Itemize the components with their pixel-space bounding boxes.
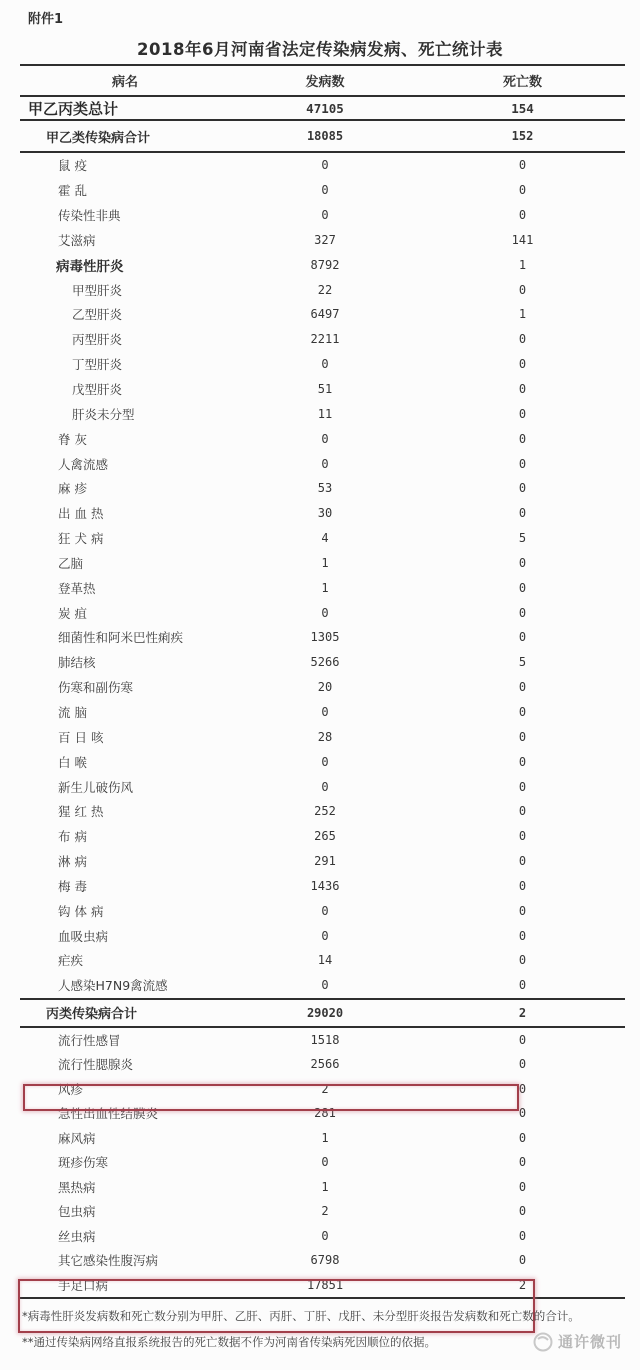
cases-count-cell: 0 bbox=[321, 779, 329, 794]
deaths-count-cell: 0 bbox=[518, 357, 527, 372]
deaths-count-cell: 0 bbox=[518, 1057, 527, 1072]
disease-name-cell: 急性出血性结膜炎 bbox=[58, 1106, 159, 1122]
disease-name-cell: 斑疹伤寒 bbox=[58, 1155, 109, 1171]
cases-count-cell: 2 bbox=[321, 1081, 329, 1096]
table-row bbox=[20, 302, 625, 327]
disease-name-cell: 戊型肝炎 bbox=[72, 382, 123, 398]
deaths-count-cell: 5 bbox=[518, 655, 527, 670]
cases-count-cell: 20 bbox=[317, 680, 333, 695]
disease-name-cell: 甲型肝炎 bbox=[72, 282, 123, 298]
deaths-count-cell: 0 bbox=[518, 1106, 527, 1121]
table-row bbox=[20, 327, 625, 352]
table-body bbox=[20, 97, 625, 1297]
cases-count-cell: 8792 bbox=[310, 257, 340, 272]
table-row bbox=[20, 228, 625, 253]
disease-name-cell: 淋 病 bbox=[58, 854, 87, 870]
deaths-count-cell: 2 bbox=[518, 1005, 527, 1020]
deaths-count-cell: 0 bbox=[518, 555, 527, 570]
deaths-count-cell: 1 bbox=[518, 257, 527, 272]
cases-count-cell: 11 bbox=[317, 406, 333, 421]
cases-count-cell: 51 bbox=[317, 382, 333, 397]
deaths-count-cell: 0 bbox=[518, 854, 527, 869]
table-row bbox=[20, 352, 625, 377]
table-row bbox=[20, 121, 625, 153]
cases-count-cell: 2566 bbox=[310, 1057, 340, 1072]
disease-name-cell: 细菌性和阿米巴性痢疾 bbox=[58, 630, 184, 646]
table-row bbox=[20, 277, 625, 302]
deaths-count-cell: 0 bbox=[518, 779, 527, 794]
header-deaths-count: 死亡数 bbox=[502, 75, 542, 90]
table-row bbox=[20, 252, 625, 277]
disease-name-cell: 甲乙丙类总计 bbox=[28, 99, 119, 118]
deaths-count-cell: 0 bbox=[518, 382, 527, 397]
cases-count-cell: 0 bbox=[321, 208, 329, 223]
cases-count-cell: 0 bbox=[321, 978, 329, 993]
cases-count-cell: 0 bbox=[321, 754, 329, 769]
cases-count-cell: 1436 bbox=[310, 878, 340, 893]
deaths-count-cell: 0 bbox=[518, 704, 527, 719]
cases-count-cell: 47105 bbox=[306, 100, 344, 116]
deaths-count-cell: 0 bbox=[518, 506, 527, 521]
cases-count-cell: 1518 bbox=[310, 1032, 340, 1047]
cases-count-cell: 22 bbox=[317, 282, 333, 297]
cases-count-cell: 0 bbox=[321, 903, 329, 918]
deaths-count-cell: 0 bbox=[518, 580, 527, 595]
disease-name-cell: 流行性腮腺炎 bbox=[58, 1057, 134, 1073]
disease-name-cell: 狂 犬 病 bbox=[58, 531, 104, 547]
disease-name-cell: 霍 乱 bbox=[58, 183, 87, 199]
table-row bbox=[20, 426, 625, 451]
disease-name-cell: 钩 体 病 bbox=[58, 903, 104, 919]
deaths-count-cell: 0 bbox=[518, 431, 527, 446]
deaths-count-cell: 0 bbox=[518, 729, 527, 744]
disease-name-cell: 布 病 bbox=[58, 829, 87, 845]
cases-count-cell: 5266 bbox=[310, 655, 340, 670]
table-row bbox=[20, 1028, 625, 1053]
table-row bbox=[20, 1175, 625, 1200]
cases-count-cell: 1 bbox=[321, 1130, 329, 1145]
table-row bbox=[20, 377, 625, 402]
deaths-count-cell: 152 bbox=[511, 129, 534, 143]
disease-name-cell: 白 喉 bbox=[58, 754, 87, 770]
footnotes bbox=[22, 1303, 622, 1355]
cases-count-cell: 291 bbox=[314, 854, 336, 869]
disease-name-cell: 其它感染性腹泻病 bbox=[58, 1253, 159, 1269]
table-row bbox=[20, 923, 625, 948]
table-row bbox=[20, 476, 625, 501]
disease-name-cell: 新生儿破伤风 bbox=[58, 779, 134, 795]
deaths-count-cell: 0 bbox=[518, 1081, 527, 1096]
deaths-count-cell: 0 bbox=[518, 282, 527, 297]
disease-name-cell: 伤寒和副伤寒 bbox=[58, 680, 134, 696]
watermark-label: 通许微刊 bbox=[557, 1333, 622, 1351]
disease-name-cell: 脊 灰 bbox=[58, 431, 87, 447]
disease-name-cell: 丙型肝炎 bbox=[72, 332, 123, 348]
deaths-count-cell: 0 bbox=[518, 183, 527, 198]
disease-name-cell: 梅 毒 bbox=[58, 878, 87, 894]
cases-count-cell: 0 bbox=[321, 357, 329, 372]
cases-count-cell: 2 bbox=[321, 1204, 329, 1219]
disease-name-cell: 鼠 疫 bbox=[58, 158, 87, 174]
deaths-count-cell: 0 bbox=[518, 630, 527, 645]
table-row bbox=[20, 1150, 625, 1175]
table-row bbox=[20, 898, 625, 923]
deaths-count-cell: 0 bbox=[518, 456, 527, 471]
watermark-logo-icon bbox=[532, 1331, 554, 1353]
table-row bbox=[20, 97, 625, 121]
deaths-count-cell: 141 bbox=[511, 232, 534, 247]
table-row bbox=[20, 1199, 625, 1224]
disease-name-cell: 疟疾 bbox=[58, 953, 84, 969]
disease-name-cell: 登革热 bbox=[58, 580, 96, 596]
cases-count-cell: 53 bbox=[317, 481, 333, 496]
table-row bbox=[20, 526, 625, 551]
cases-count-cell: 0 bbox=[321, 456, 329, 471]
disease-name-cell: 丝虫病 bbox=[58, 1228, 96, 1244]
cases-count-cell: 0 bbox=[321, 431, 329, 446]
cases-count-cell: 0 bbox=[321, 704, 329, 719]
table-row bbox=[20, 1248, 625, 1273]
disease-name-cell: 传染性非典 bbox=[58, 208, 121, 224]
deaths-count-cell: 0 bbox=[518, 1204, 527, 1219]
header-disease-name: 病名 bbox=[111, 75, 138, 90]
table-row bbox=[20, 1126, 625, 1151]
cases-count-cell: 2211 bbox=[310, 332, 340, 347]
attachment-label: 附件1 bbox=[28, 12, 64, 27]
footnote-death-data: **通过传染病网络直报系统报告的死亡数据不作为河南省传染病死因顺位的依据。 bbox=[22, 1335, 436, 1349]
cases-count-cell: 17851 bbox=[306, 1277, 344, 1292]
deaths-count-cell: 154 bbox=[511, 100, 534, 116]
deaths-count-cell: 0 bbox=[518, 208, 527, 223]
table-row bbox=[20, 650, 625, 675]
footnote-hepatitis: *病毒性肝炎发病数和死亡数分别为甲肝、乙肝、丙肝、丁肝、戊肝、未分型肝炎报告发病数和死亡数的合计。 bbox=[22, 1309, 580, 1323]
deaths-count-cell: 0 bbox=[518, 605, 527, 620]
table-row bbox=[20, 1077, 625, 1102]
deaths-count-cell: 0 bbox=[518, 804, 527, 819]
disease-name-cell: 丙类传染病合计 bbox=[46, 1007, 138, 1023]
cases-count-cell: 28 bbox=[317, 729, 333, 744]
disease-name-cell: 流行性感冒 bbox=[58, 1032, 121, 1048]
cases-count-cell: 1 bbox=[321, 1179, 329, 1194]
table-row bbox=[20, 973, 625, 998]
table-row bbox=[20, 575, 625, 600]
table-row bbox=[20, 1101, 625, 1126]
table-row bbox=[20, 1273, 625, 1298]
table-row bbox=[20, 774, 625, 799]
disease-name-cell: 人感染H7N9禽流感 bbox=[58, 978, 168, 994]
deaths-count-cell: 0 bbox=[518, 1130, 527, 1145]
disease-name-cell: 血吸虫病 bbox=[58, 928, 109, 944]
deaths-count-cell: 0 bbox=[518, 1253, 527, 1268]
cases-count-cell: 0 bbox=[321, 928, 329, 943]
disease-name-cell: 出 血 热 bbox=[58, 506, 104, 522]
deaths-count-cell: 2 bbox=[518, 1277, 527, 1292]
cases-count-cell: 252 bbox=[314, 804, 336, 819]
table-row bbox=[20, 724, 625, 749]
deaths-count-cell: 0 bbox=[518, 1155, 527, 1170]
disease-name-cell: 黑热病 bbox=[58, 1179, 96, 1195]
cases-count-cell: 1 bbox=[321, 580, 329, 595]
table-row bbox=[20, 799, 625, 824]
table-row bbox=[20, 849, 625, 874]
disease-name-cell: 乙脑 bbox=[58, 555, 84, 571]
table-row bbox=[20, 1224, 625, 1249]
table-row bbox=[20, 600, 625, 625]
page-title: 2018年6月河南省法定传染病发病、死亡统计表 bbox=[137, 40, 503, 59]
cases-count-cell: 327 bbox=[314, 232, 336, 247]
deaths-count-cell: 0 bbox=[518, 158, 527, 173]
deaths-count-cell: 0 bbox=[518, 1228, 527, 1243]
disease-name-cell: 人禽流感 bbox=[58, 456, 109, 472]
table-row bbox=[20, 998, 625, 1028]
table-row bbox=[20, 749, 625, 774]
table-row bbox=[20, 1052, 625, 1077]
table-row bbox=[20, 203, 625, 228]
deaths-count-cell: 0 bbox=[518, 1179, 527, 1194]
cases-count-cell: 6497 bbox=[310, 307, 340, 322]
table-row bbox=[20, 948, 625, 973]
cases-count-cell: 0 bbox=[321, 183, 329, 198]
deaths-count-cell: 0 bbox=[518, 928, 527, 943]
cases-count-cell: 281 bbox=[314, 1106, 336, 1121]
cases-count-cell: 0 bbox=[321, 605, 329, 620]
deaths-count-cell: 0 bbox=[518, 978, 527, 993]
disease-name-cell: 包虫病 bbox=[58, 1204, 96, 1220]
table-row bbox=[20, 451, 625, 476]
disease-name-cell: 风疹 bbox=[58, 1081, 84, 1097]
table-row bbox=[20, 153, 625, 178]
cases-count-cell: 14 bbox=[317, 953, 333, 968]
table-row bbox=[20, 873, 625, 898]
header-cases-count: 发病数 bbox=[305, 75, 345, 90]
deaths-count-cell: 0 bbox=[518, 680, 527, 695]
deaths-count-cell: 1 bbox=[518, 307, 527, 322]
disease-name-cell: 麻 疹 bbox=[58, 481, 87, 497]
cases-count-cell: 0 bbox=[321, 158, 329, 173]
table-header-row bbox=[20, 64, 625, 97]
table-row bbox=[20, 401, 625, 426]
disease-name-cell: 丁型肝炎 bbox=[72, 357, 123, 373]
deaths-count-cell: 0 bbox=[518, 829, 527, 844]
disease-name-cell: 麻风病 bbox=[58, 1130, 96, 1146]
cases-count-cell: 1305 bbox=[310, 630, 340, 645]
deaths-count-cell: 5 bbox=[518, 531, 527, 546]
table-row bbox=[20, 178, 625, 203]
disease-name-cell: 流 脑 bbox=[58, 704, 87, 720]
disease-name-cell: 病毒性肝炎 bbox=[56, 258, 124, 275]
deaths-count-cell: 0 bbox=[518, 953, 527, 968]
deaths-count-cell: 0 bbox=[518, 903, 527, 918]
deaths-count-cell: 0 bbox=[518, 332, 527, 347]
disease-name-cell: 艾滋病 bbox=[58, 232, 96, 248]
deaths-count-cell: 0 bbox=[518, 406, 527, 421]
table-row bbox=[20, 824, 625, 849]
cases-count-cell: 1 bbox=[321, 555, 329, 570]
table-row bbox=[20, 625, 625, 650]
disease-name-cell: 手足口病 bbox=[58, 1277, 109, 1293]
deaths-count-cell: 0 bbox=[518, 1032, 527, 1047]
disease-name-cell: 炭 疽 bbox=[58, 605, 87, 621]
statistics-table bbox=[20, 64, 625, 1299]
table-row bbox=[20, 675, 625, 700]
deaths-count-cell: 0 bbox=[518, 754, 527, 769]
cases-count-cell: 0 bbox=[321, 1155, 329, 1170]
deaths-count-cell: 0 bbox=[518, 878, 527, 893]
cases-count-cell: 30 bbox=[317, 506, 333, 521]
cases-count-cell: 6798 bbox=[310, 1253, 340, 1268]
disease-name-cell: 肝炎未分型 bbox=[72, 406, 135, 422]
disease-name-cell: 百 日 咳 bbox=[58, 729, 104, 745]
watermark bbox=[532, 1329, 622, 1355]
cases-count-cell: 265 bbox=[314, 829, 336, 844]
cases-count-cell: 29020 bbox=[306, 1005, 344, 1020]
disease-name-cell: 肺结核 bbox=[58, 655, 96, 671]
disease-name-cell: 乙型肝炎 bbox=[72, 307, 123, 323]
table-row bbox=[20, 700, 625, 725]
cases-count-cell: 4 bbox=[321, 531, 329, 546]
table-row bbox=[20, 551, 625, 576]
deaths-count-cell: 0 bbox=[518, 481, 527, 496]
cases-count-cell: 18085 bbox=[306, 129, 344, 143]
disease-name-cell: 甲乙类传染病合计 bbox=[46, 130, 151, 146]
table-row bbox=[20, 501, 625, 526]
disease-name-cell: 猩 红 热 bbox=[58, 804, 104, 820]
cases-count-cell: 0 bbox=[321, 1228, 329, 1243]
